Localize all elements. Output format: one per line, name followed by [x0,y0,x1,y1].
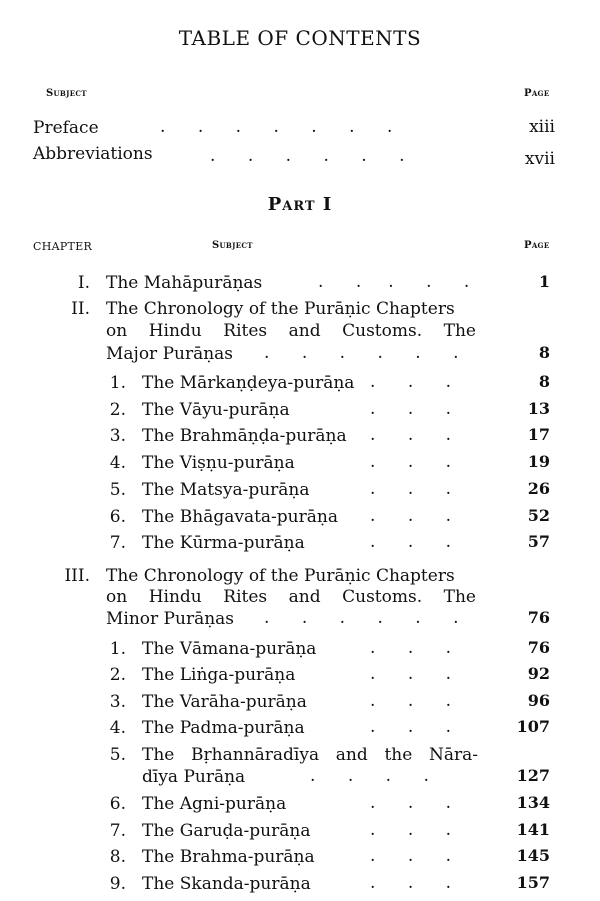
section-page: 134 [516,793,550,812]
section-title: The Bṛhannāradīya and the Nāra- [142,745,478,765]
section-title: The Garuḍa-purāṇa [142,821,311,841]
dot-leader: . . . [370,873,452,893]
preface-label: Preface [33,118,99,138]
section-title: dīya Purāṇa [142,767,246,787]
dot-leader: . . . . . . . [160,117,393,137]
chapter-title: The Chronology of the Purāṇic Chapters [106,566,455,586]
section-number: 3. [109,426,126,446]
section-page: 96 [527,691,550,710]
preface-page: xiii [529,117,555,137]
chapter-title: Minor Purāṇas [106,609,235,629]
section-number: 4. [109,453,126,473]
chapter-header: CHAPTER [33,240,93,253]
page-header: Page [524,88,550,99]
chapter-title: The Mahāpurāṇas [106,273,263,293]
dot-leader: . . . . . . [264,343,459,363]
dot-leader: . . . [370,820,452,840]
section-number: 7. [109,821,126,841]
part-title: Part I [267,194,333,215]
dot-leader: . . . [370,506,452,526]
section-number: 9. [109,874,126,894]
dot-leader: . . . [370,691,452,711]
dot-leader: . . . [370,717,452,737]
section-page: 17 [527,425,550,444]
chapter-page: 1 [538,272,550,291]
section-page: 157 [516,873,550,892]
section-title: The Brahmāṇḍa-purāṇa [142,426,347,446]
chapter-number: II. [71,299,90,319]
chapter-title: The Chronology of the Purāṇic Chapters [106,299,455,319]
section-title: The Vāyu-purāṇa [142,400,290,420]
section-title: The Padma-purāṇa [142,718,305,738]
section-number: 2. [109,665,126,685]
section-title: The Kūrma-purāṇa [142,533,305,553]
chapter-number: III. [64,566,90,586]
dot-leader: . . . [370,793,452,813]
dot-leader: . . . . [310,766,429,786]
section-number: 5. [109,745,126,765]
dot-leader: . . . [370,399,452,419]
section-title: The Varāha-purāṇa [142,692,307,712]
subject-header: Subject [212,240,253,251]
dot-leader: . . . [370,532,452,552]
section-page: 8 [538,372,550,391]
section-page: 26 [527,479,550,498]
section-title: The Agni-purāṇa [142,794,287,814]
dot-leader: . . . [370,479,452,499]
chapter-page: 8 [538,343,550,362]
dot-leader: . . . [370,664,452,684]
section-number: 8. [109,847,126,867]
dot-leader: . . . . . [318,272,470,292]
abbreviations-page: xvii [524,149,555,169]
dot-leader: . . . [370,846,452,866]
section-number: 1. [109,373,126,393]
dot-leader: . . . . . . [264,608,459,628]
section-page: 145 [516,846,550,865]
section-number: 6. [109,794,126,814]
section-page: 127 [516,766,550,785]
subject-header: Subject [46,88,87,99]
section-page: 13 [527,399,550,418]
chapter-title: on Hindu Rites and Customs. The [106,587,476,607]
chapter-title: on Hindu Rites and Customs. The [106,321,476,341]
section-title: The Matsya-purāṇa [142,480,310,500]
dot-leader: . . . [370,372,452,392]
chapter-page: 76 [527,608,550,627]
section-title: The Brahma-purāṇa [142,847,315,867]
chapter-number: I. [77,273,90,293]
dot-leader: . . . [370,452,452,472]
dot-leader: . . . [370,425,452,445]
section-title: The Liṅga-purāṇa [142,665,296,685]
page-title: TABLE OF CONTENTS [178,26,422,50]
section-number: 3. [109,692,126,712]
section-number: 4. [109,718,126,738]
section-number: 7. [109,533,126,553]
section-page: 19 [527,452,550,471]
section-number: 6. [109,507,126,527]
section-title: The Skanda-purāṇa [142,874,311,894]
section-page: 141 [516,820,550,839]
section-page: 92 [527,664,550,683]
dot-leader: . . . . . . [210,146,405,166]
section-number: 1. [109,639,126,659]
section-title: The Viṣṇu-purāṇa [142,453,295,473]
section-page: 107 [516,717,550,736]
dot-leader: . . . [370,638,452,658]
abbreviations-label: Abbreviations [33,144,153,164]
section-title: The Mārkaṇḍeya-purāṇa [142,373,355,393]
section-page: 52 [527,506,550,525]
section-number: 2. [109,400,126,420]
page-header: Page [524,240,550,251]
section-page: 76 [527,638,550,657]
section-title: The Vāmana-purāṇa [142,639,317,659]
section-title: The Bhāgavata-purāṇa [142,507,338,527]
section-page: 57 [527,532,550,551]
section-number: 5. [109,480,126,500]
chapter-title: Major Purāṇas [106,344,234,364]
